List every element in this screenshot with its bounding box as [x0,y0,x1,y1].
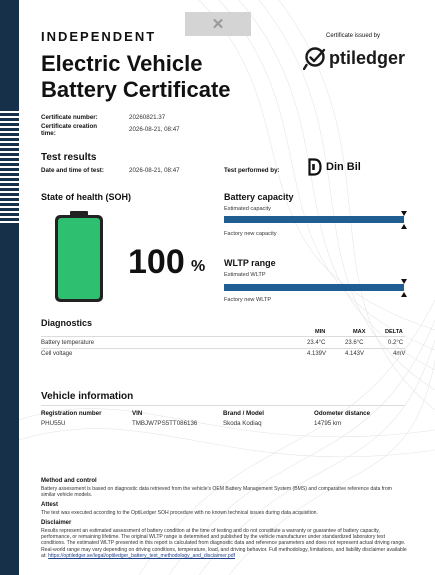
brand-model-label: Brand / Model [223,410,264,417]
disclaimer-link[interactable]: https://optiledger.se/legal/optiledger_battery_test_methodology_and_disclaimer.pdf [48,552,235,559]
certificate-number-value: 20260821.37 [129,114,166,121]
left-side-bar [0,0,19,575]
battery-icon [55,211,103,302]
estimated-capacity-label: Estimated capacity [224,206,271,212]
performer-name: Din Bil [326,161,361,173]
certificate-content [41,0,411,575]
diag-row-1-min: 23.4°C [307,340,326,346]
battery-capacity-heading: Battery capacity [224,192,294,202]
factory-wltp-label: Factory new WLTP [224,297,272,303]
brand-label: INDEPENDENT [41,29,157,44]
factory-capacity-marker [401,224,407,229]
estimated-capacity-marker [401,211,407,216]
optiledger-o-check-icon [303,46,327,70]
creation-time-label-2: time: [41,130,56,137]
estimated-wltp-label: Estimated WLTP [224,272,266,278]
vin-value: TMBJW7PS5TT086136 [132,420,198,427]
din-bil-logo-icon [308,158,322,176]
diag-row-2-max: 4.143V [345,351,365,357]
diag-row-2-name: Cell voltage [41,351,73,357]
battery-level-fill [58,218,100,299]
title-line-1: Electric Vehicle [41,51,203,76]
test-results-heading: Test results [41,152,97,163]
issued-by-label: Certificate issued by [326,33,381,39]
vin-label: VIN [132,410,143,417]
factory-wltp-marker [401,292,407,297]
disclaimer-heading: Disclaimer [41,520,72,526]
diag-col-min: MIN [315,329,326,335]
certificate-number-label: Certificate number: [41,114,98,121]
page-title [41,51,231,103]
attest-heading: Attest [41,502,59,508]
title-line-2: Battery Certificate [41,77,231,102]
attest-text: The test was executed according to the OptiLedger SOH procedure with no known technical issues during data acquisition. [41,510,318,516]
odometer-value: 14795 km [314,420,342,427]
wltp-heading: WLTP range [224,258,276,268]
performed-by-label: Test performed by: [224,167,280,174]
diag-row-2-delta: 4mV [393,351,406,357]
method-heading: Method and control [41,478,97,484]
close-x-icon: ✕ [211,16,225,33]
diag-col-max: MAX [353,329,366,335]
disclaimer-paragraph [41,528,407,559]
diag-col-delta: DELTA [385,329,403,335]
vehicle-info-heading: Vehicle information [41,391,134,402]
left-side-stripes [0,108,19,223]
disclaimer-text: Results represent an estimated assessment of battery condition at the time of testing and do not constitute a warranty or guarantee of battery capacity, performance, or remaining lifetime. The original WLTP range is determined and published by the vehicle manufacturer under standardized laboratory test conditions. The estimated WLTP presented in this report is calculated from diagnostic data and reference parameters and does not represent actual driving range. Real-world range may vary depending on driving conditions, temperature, load, and driving behavior. Full methodology, limitations, and liability disclaimer available at: [41,528,407,559]
test-date-label: Date and time of test: [41,167,104,174]
registration-value: PHU55U [41,420,66,427]
factory-capacity-label: Factory new capacity [224,231,277,237]
diag-row-1-name: Battery temperature [41,340,95,346]
brand-model-value: Skoda Kodiaq [223,420,262,427]
optiledger-logo [303,46,405,70]
method-text: Battery assessment is based on diagnostic data retrieved from the vehicle's OEM Battery Management System (BMS) and comparative reference data from similar vehicle models. [41,486,392,499]
creation-time-value: 2026-08-21, 08:47 [129,126,180,133]
creation-time-label-1: Certificate creation [41,123,98,130]
diag-row-1-max: 23.6°C [345,340,364,346]
diagnostics-heading: Diagnostics [41,318,93,328]
estimated-wltp-marker [401,279,407,284]
soh-value: 100 [128,243,185,281]
odometer-label: Odometer distance [314,410,371,417]
diag-row-2-min: 4.139V [307,351,327,357]
din-bil-logo [308,158,361,176]
diag-row-1-delta: 0.2°C [388,340,404,346]
wltp-range-bar [224,284,404,291]
soh-heading: State of health (SOH) [41,192,132,202]
battery-capacity-bar [224,216,404,223]
soh-unit: % [191,258,206,275]
test-date-value: 2026-08-21, 08:47 [129,167,180,174]
registration-label: Registration number [41,410,102,417]
issuer-name: ptiledger [329,47,406,68]
